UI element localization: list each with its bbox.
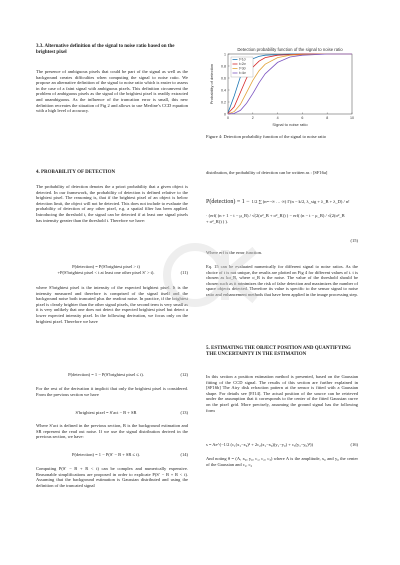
x-tick-label: 0 xyxy=(227,116,229,120)
right-paragraph-3: Eq. 15 can be evaluated numerically for different signal to noise ratios. As the choice of t is not unique, the results are plotted on Fig 4 for different values of t. t is chosen as kσ_R, where σ_R is the noise. The value of the threshold should be chosen such as it minimizes the risk of false detection and maximizes the number of space objects detected. Therefore its value is specific to the sensor signal to noise ratio and enhancement methods that have been applied in the image processing step. xyxy=(206,264,358,297)
x-tick-label: 2 xyxy=(251,116,254,120)
x-tick-label: 6 xyxy=(301,116,304,120)
equation-12 xyxy=(36,372,188,378)
right-paragraph-2: Where erf is the error function. xyxy=(206,250,262,255)
equation-12-body: P(detection) = 1 − P(S′brightest pixel ≤ t). xyxy=(68,372,144,377)
detection-probability-chart xyxy=(206,44,358,128)
equation-13 xyxy=(36,410,188,416)
watermark-icon xyxy=(155,230,265,320)
equation-15-number: (15) xyxy=(350,238,358,243)
equation-11-number: (11) xyxy=(180,270,188,275)
equation-14-body: P(detection) = 1 − P(S′ − B + SR ≤ t). xyxy=(72,452,140,457)
right-paragraph-4: In this section a position estimation method is presented, based on the Gaussian fitting of the CCD signal. The results of this section are further explained in [SF16b] The Airy disk refraction pattern at the sensor is fitted with a Gaussian shape. For details see [FJ14]. The actual position of the source can be retrieved under the assumption that it corresponds to the center of the fitted Gaussian curve on the pixel grid. More precisely, assuming the ground signal has the following form xyxy=(206,374,358,413)
equation-11-line-2: +P(S′brightest pixel < t at least one other pixel S′ > t). xyxy=(57,269,155,275)
section-4-title: 4. PROBABILITY OF DETECTION xyxy=(36,170,116,175)
y-tick-label: 0.2 xyxy=(221,100,226,105)
equation-16 xyxy=(206,442,358,448)
y-tick-label: 0.8 xyxy=(221,64,226,69)
equation-16-number: (16) xyxy=(350,442,358,447)
x-tick-label: 8 xyxy=(326,116,329,120)
legend-label-1: t=1σ xyxy=(239,57,246,62)
x-tick-label: 4 xyxy=(276,116,279,120)
right-paragraph-5: And noting θ = (A, x₀, y₀, c₁, c₂, c₃) where A is the amplitude, x₀ and y₀ the center of the Gaussian and c₁, c₂ xyxy=(206,456,358,467)
equation-13-body: S′brightest pixel = S′act − B + SR xyxy=(75,410,137,415)
section-4-paragraph-5: Computing P(S′ − B + R < t) can be complex and numerically expensive. Reasonable simplifications are proposed in order to explicate P(S′ − B + R < t). Assuming that the background estimation is Gaussian distributed and using the definition of the truncated signal xyxy=(36,466,188,488)
equation-15 xyxy=(206,198,358,243)
equation-11-line-1: P(detection) = P(S′brightest pixel > t) xyxy=(72,264,140,269)
equation-13-number: (13) xyxy=(180,410,188,415)
y-tick-label: 0.4 xyxy=(221,88,226,93)
legend-label-3: t=3σ xyxy=(239,66,246,71)
section-4-paragraph-1: The probability of detection denotes the a priori probability that a given object is detected. In our framework, the probability of detection is defined relative to the brightest pixel. The reasoning is, that if the brightest pixel of an object is below detection limit, the object will not be detected. This does not include to evaluate the probability of detection of any other pixel, e.g. a spatial filter has been applied. Introducing the threshold t, the signal can be detected if at least one signal pixels has intensity greater than the threshold t. Therefore we have: xyxy=(36,184,188,223)
equation-15-line-1 xyxy=(206,198,358,206)
section-3-3-title: 3.3. Alternative definition of the signal to noise ratio based on the brightest pixel xyxy=(36,44,175,55)
equation-12-number: (12) xyxy=(180,372,188,377)
figure-4-caption: Figure 4: Detection probability function of the signal to noise ratio xyxy=(206,134,326,139)
equation-14 xyxy=(36,452,188,458)
section-4-paragraph-4: Where S′act is defined in the previous section, B is the background estimation and SR represent the read out noise. If we use the signal distribution derived in the previous section, we have: xyxy=(36,423,188,440)
section-3-3-paragraph: The presence of ambiguous pixels that could be part of the signal as well as the background creates difficulties when computing the signal to noise ratio. We propose an alternative definition of the signal to noise ratio which is easier to assess in the case of a faint signal with ambiguous pixels. This definition circumvent the problem of ambiguous pixels as the signal of the brightest pixel is readily extracted and unambiguous. As the influence of the truncation error is small, this new definition recreates the situation of Fig 2 and allows to use Merline’s CCD equation with a high level of accuracy. xyxy=(36,69,188,114)
y-tick-label: 1 xyxy=(224,52,226,57)
equation-15-sum: 1/2 ∑ (n=−∞ … ∞) Γ(n − k/2, λ_sig + λ_B + λ_D) / n! xyxy=(251,199,350,205)
figure-4-chart xyxy=(206,44,358,128)
chart-title: Detection probability function of the signal to noise ratio xyxy=(237,47,343,52)
y-tick-label: 0.6 xyxy=(221,76,226,81)
right-paragraph-1: distribution, the probability of detection can be written as : [SF16a] xyxy=(206,170,328,175)
x-axis-label: Signal to noise ratio xyxy=(272,122,308,127)
y-tick-label: 0 xyxy=(224,112,226,117)
equation-15-lhs: P(detection) = 1 − xyxy=(206,199,250,205)
equation-14-number: (14) xyxy=(180,452,188,457)
x-tick-label: 10 xyxy=(350,116,354,120)
equation-16-body: s = Ae^(−1/2 (c₁(x₁−x₀)² + 2c₂(x₁−x₀)(y₁−y₀) + c₃(y₁−y₀)²)) xyxy=(206,442,313,447)
legend-label-2: t=2σ xyxy=(239,62,246,66)
equation-15-line-2: · (erf( (n + 1 − t − μ_B) / √(2(σ²_B + σ²_R)) ) − erf( (n − t − μ_B) / √(2(σ²_B + σ²_R)) ) ). xyxy=(206,213,345,224)
section-5-title: 5. ESTIMATING THE OBJECT POSITION AND QUANTIFYING THE UNCERTAINTY IN THE ESTIMATION xyxy=(206,346,351,357)
section-4-paragraph-3: For the rest of the derivation it implicit that only the brightest pixel is considered. From the previous section we have xyxy=(36,386,188,397)
watermark-logo xyxy=(155,230,265,320)
section-4-paragraph-2: where S′brightest pixel is the intensity of the expected brightest pixel. It is the intensity measured and therefore is comprised of the signal itself and the background noise both truncated plus the readout noise. In practice, if the brightest pixel is clearly brighter than the other signal pixels, the second term is very small as it is very unlikely that one does not detect the expected brightest pixel but detect a lower expected intensity pixel. In the following derivation, we focus only on the brightest pixel. Therefore we have xyxy=(36,285,188,324)
legend-label-4: t=4σ xyxy=(239,71,246,75)
y-axis-label: Probability of detection xyxy=(209,63,214,105)
